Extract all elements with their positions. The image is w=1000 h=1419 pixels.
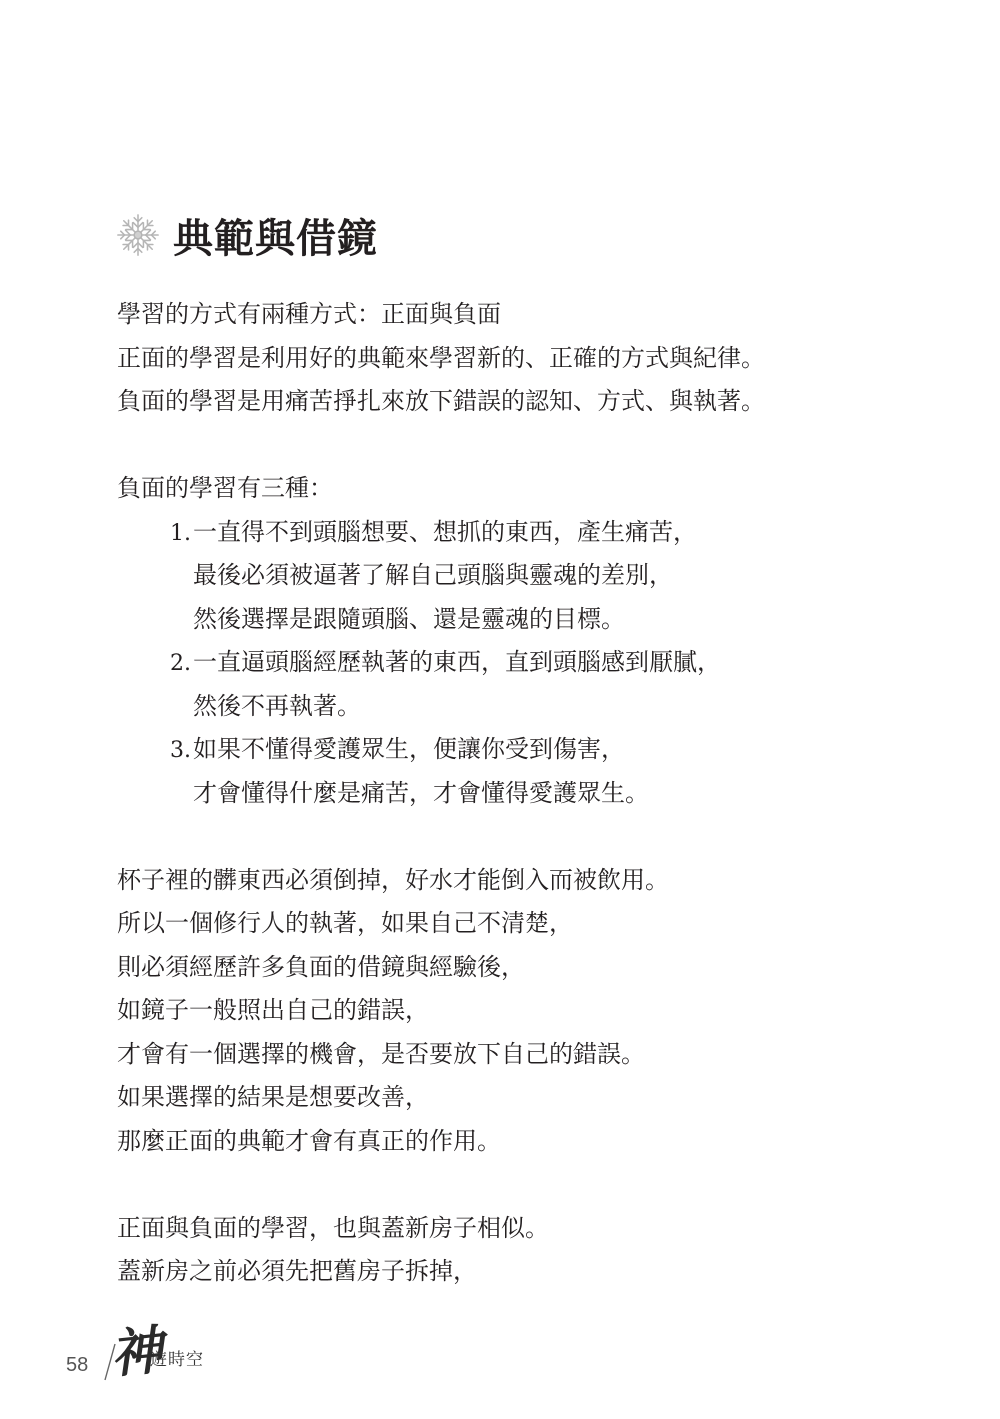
paragraph-line: 蓋新房之前必須先把舊房子拆掉， bbox=[117, 1257, 477, 1285]
brand-name: 遊時空 bbox=[150, 1350, 204, 1370]
section-heading bbox=[115, 205, 378, 265]
paragraph-line: 才會有一個選擇的機會，是否要放下自己的錯誤。 bbox=[117, 1039, 645, 1068]
page-footer bbox=[66, 1310, 266, 1390]
list-item-continuation: 才會懂得什麼是痛苦，才會懂得愛護眾生。 bbox=[193, 778, 649, 807]
paragraph-line: 正面的學習是利用好的典範來學習新的、正確的方式與紀律。 bbox=[117, 343, 765, 372]
paragraph-line: 如果選擇的結果是想要改善， bbox=[117, 1083, 429, 1111]
paragraph-line: 則必須經歷許多負面的借鏡與經驗後， bbox=[117, 952, 525, 981]
article-body bbox=[117, 293, 897, 1294]
list-item-text: 一直逼頭腦經歷執著的東西，直到頭腦感到厭膩， bbox=[193, 648, 721, 676]
list-number: 3. bbox=[170, 738, 191, 763]
list-item-text: 一直得不到頭腦想要、想抓的東西，產生痛苦， bbox=[193, 517, 697, 546]
list-item-continuation: 最後必須被逼著了解自己頭腦與靈魂的差別， bbox=[193, 561, 673, 589]
list-item-continuation: 然後選擇是跟隨頭腦、還是靈魂的目標。 bbox=[193, 604, 625, 633]
snowflake-icon bbox=[115, 212, 161, 258]
list-item-text: 如果不懂得愛護眾生，便讓你受到傷害， bbox=[193, 735, 625, 763]
paragraph-line: 那麼正面的典範才會有真正的作用。 bbox=[117, 1126, 501, 1155]
brand-logo: 神 bbox=[107, 1319, 166, 1386]
list-item bbox=[117, 641, 897, 685]
paragraph-line: 學習的方式有兩種方式：正面與負面 bbox=[117, 300, 501, 328]
list-number: 1. bbox=[170, 520, 191, 546]
paragraph-line: 杯子裡的髒東西必須倒掉，好水才能倒入而被飲用。 bbox=[117, 865, 669, 894]
list-intro: 負面的學習有三種： bbox=[117, 474, 333, 502]
paragraph-line: 如鏡子一般照出自己的錯誤， bbox=[117, 996, 429, 1024]
page-number: 58 bbox=[66, 1354, 89, 1376]
paragraph-line: 負面的學習是用痛苦掙扎來放下錯誤的認知、方式、與執著。 bbox=[117, 387, 765, 415]
paragraph-line: 所以一個修行人的執著，如果自己不清楚， bbox=[117, 909, 573, 937]
list-item-continuation: 然後不再執著。 bbox=[193, 691, 361, 720]
list-number: 2. bbox=[170, 651, 191, 676]
list-item bbox=[117, 728, 897, 772]
list-item bbox=[117, 511, 897, 555]
paragraph-line: 正面與負面的學習，也與蓋新房子相似。 bbox=[117, 1213, 549, 1242]
page-title: 典範與借鏡 bbox=[173, 215, 378, 262]
